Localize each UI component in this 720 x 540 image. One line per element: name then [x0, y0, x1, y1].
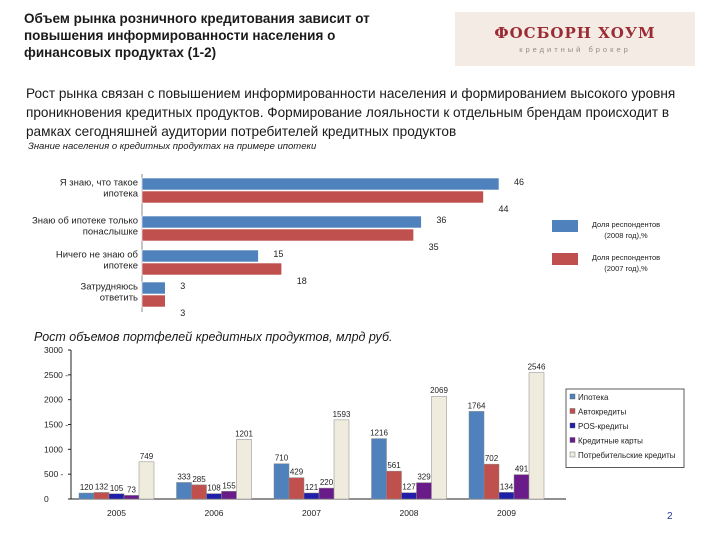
portfolio-bar	[334, 420, 349, 499]
portfolio-bar	[139, 462, 154, 499]
page-number: 2	[667, 511, 673, 522]
x-tick-label: 2006	[204, 508, 224, 518]
portfolio-bar-label: 1764	[467, 401, 486, 411]
portfolio-bar	[109, 494, 124, 499]
portfolio-bar	[514, 475, 529, 499]
portfolio-legend-swatch	[570, 423, 575, 428]
portfolio-bar-label: 108	[207, 483, 221, 493]
portfolio-bar	[417, 483, 432, 499]
portfolio-bar	[79, 493, 94, 499]
category-label: ответить	[99, 292, 138, 304]
y-tick-label: 3000	[44, 345, 63, 355]
portfolio-legend-label: POS-кредиты	[578, 422, 629, 431]
portfolio-bar	[319, 488, 334, 499]
portfolio-bar-label: 285	[192, 474, 206, 484]
portfolio-bar-label: 220	[319, 478, 334, 488]
portfolio-bar-label: 105	[109, 483, 124, 493]
y-tick-label: 500 -	[44, 469, 64, 480]
portfolio-bar-label: 749	[139, 451, 154, 461]
logo-subtitle: кредитный брокер	[519, 45, 631, 54]
portfolio-bar-label: 155	[222, 481, 236, 491]
portfolio-bar	[304, 493, 319, 499]
portfolio-bar-label: 121	[304, 482, 319, 492]
category-label: ипотеке	[103, 260, 138, 272]
portfolio-legend-swatch	[570, 438, 575, 443]
mortgage-bar-label: 18	[296, 276, 307, 286]
portfolio-bar-label: 329	[417, 472, 431, 482]
portfolio-bar	[387, 471, 402, 499]
portfolio-bar-label: 710	[274, 453, 289, 463]
portfolio-bar-label: 702	[484, 454, 499, 464]
mortgage-legend-label: Доля респондентов	[591, 220, 661, 229]
portfolio-bar-label: 1593	[332, 409, 351, 419]
portfolio-bar-label: 561	[387, 461, 401, 471]
x-tick-label: 2009	[497, 508, 516, 518]
portfolio-bar	[274, 464, 289, 499]
mortgage-bar-label: 15	[273, 249, 284, 259]
x-tick-label: 2007	[302, 508, 321, 518]
category-label: Я знаю, что такое	[59, 177, 138, 189]
mortgage-legend-label: (2007 год),%	[604, 264, 648, 273]
mortgage-bar-label: 3	[180, 308, 186, 318]
y-tick-label: 1500 -	[44, 419, 69, 430]
portfolio-legend-swatch	[570, 394, 575, 399]
y-tick-label: 0	[44, 494, 49, 504]
slide-title: Объем рынка розничного кредитования зависит от повышения информированности населения о финансовых продуктах (1-2)	[24, 11, 370, 60]
portfolio-bar	[529, 373, 544, 499]
mortgage-bar-label: 35	[428, 242, 439, 252]
category-label: понаслышке	[82, 226, 138, 238]
mortgage-bar-label: 36	[436, 215, 447, 225]
portfolio-bar	[124, 495, 139, 499]
portfolio-bar	[177, 482, 192, 499]
portfolio-legend-swatch	[570, 409, 575, 414]
portfolio-bar	[402, 493, 417, 499]
portfolio-bar-label: 127	[402, 482, 416, 492]
portfolio-legend-label: Потребительские кредиты	[578, 451, 676, 460]
portfolio-bar-label: 132	[94, 482, 109, 492]
portfolio-bar-label: 429	[289, 467, 304, 477]
portfolio-legend-label: Ипотека	[578, 393, 609, 402]
category-label: Знаю об ипотеке только	[32, 215, 138, 227]
portfolio-bar-label: 120	[79, 483, 94, 493]
y-tick-label: 2000	[44, 394, 63, 405]
portfolio-bar-label: 1201	[235, 429, 253, 439]
y-tick-label: 2500 -	[44, 369, 69, 380]
category-label: ипотека	[103, 188, 138, 200]
portfolio-bar-label: 333	[177, 472, 191, 482]
category-label: Затрудняюсь	[80, 281, 138, 293]
mortgage-legend-label: Доля респондентов	[591, 253, 661, 262]
portfolio-bar-label: 73	[127, 485, 136, 495]
portfolio-legend-swatch	[570, 452, 575, 457]
portfolio-bar	[469, 411, 484, 499]
mortgage-bar-label: 44	[498, 204, 509, 214]
mortgage-chart-title: Знание населения о кредитных продуктах на примере ипотеки	[28, 141, 317, 152]
portfolio-bar	[207, 494, 222, 499]
portfolio-bar-label: 2069	[430, 386, 448, 396]
portfolio-bar	[237, 439, 252, 499]
mortgage-bar-label: 46	[514, 177, 525, 187]
portfolio-bar	[289, 478, 304, 499]
portfolio-bar-label: 2546	[527, 362, 546, 372]
logo-name: ФОСБОРН ХОУМ	[494, 24, 656, 42]
portfolio-bar	[222, 491, 237, 499]
portfolio-bar	[484, 464, 499, 499]
portfolio-bar-label: 491	[514, 464, 529, 474]
lead-paragraph: Рост рынка связан с повышением информированности населения и формированием высокого уровня проникновения кредитных продуктов. Формирование лояльности к отдельным брендам происходит в рамках сегодняшней аудитории потребителей кредитных продуктов	[26, 86, 676, 139]
mortgage-legend-label: (2008 год),%	[604, 231, 648, 240]
category-label: Ничего не знаю об	[55, 249, 138, 261]
portfolio-legend-label: Кредитные карты	[578, 436, 643, 446]
mortgage-bar-label: 3	[180, 281, 186, 291]
y-tick-label: 1000	[44, 444, 63, 455]
portfolio-legend-label: Автокредиты	[578, 407, 627, 417]
portfolio-bar	[372, 439, 387, 499]
portfolio-bar	[499, 492, 514, 499]
portfolio-bar	[192, 485, 207, 499]
x-tick-label: 2008	[399, 508, 419, 518]
portfolio-chart-title: Рост объемов портфелей кредитных продуктов, млрд руб.	[34, 330, 393, 344]
x-tick-label: 2005	[107, 508, 126, 518]
portfolio-bar	[94, 492, 109, 499]
portfolio-bar-label: 134	[499, 482, 514, 492]
portfolio-bar-label: 1216	[370, 428, 388, 438]
portfolio-bar	[432, 396, 447, 499]
